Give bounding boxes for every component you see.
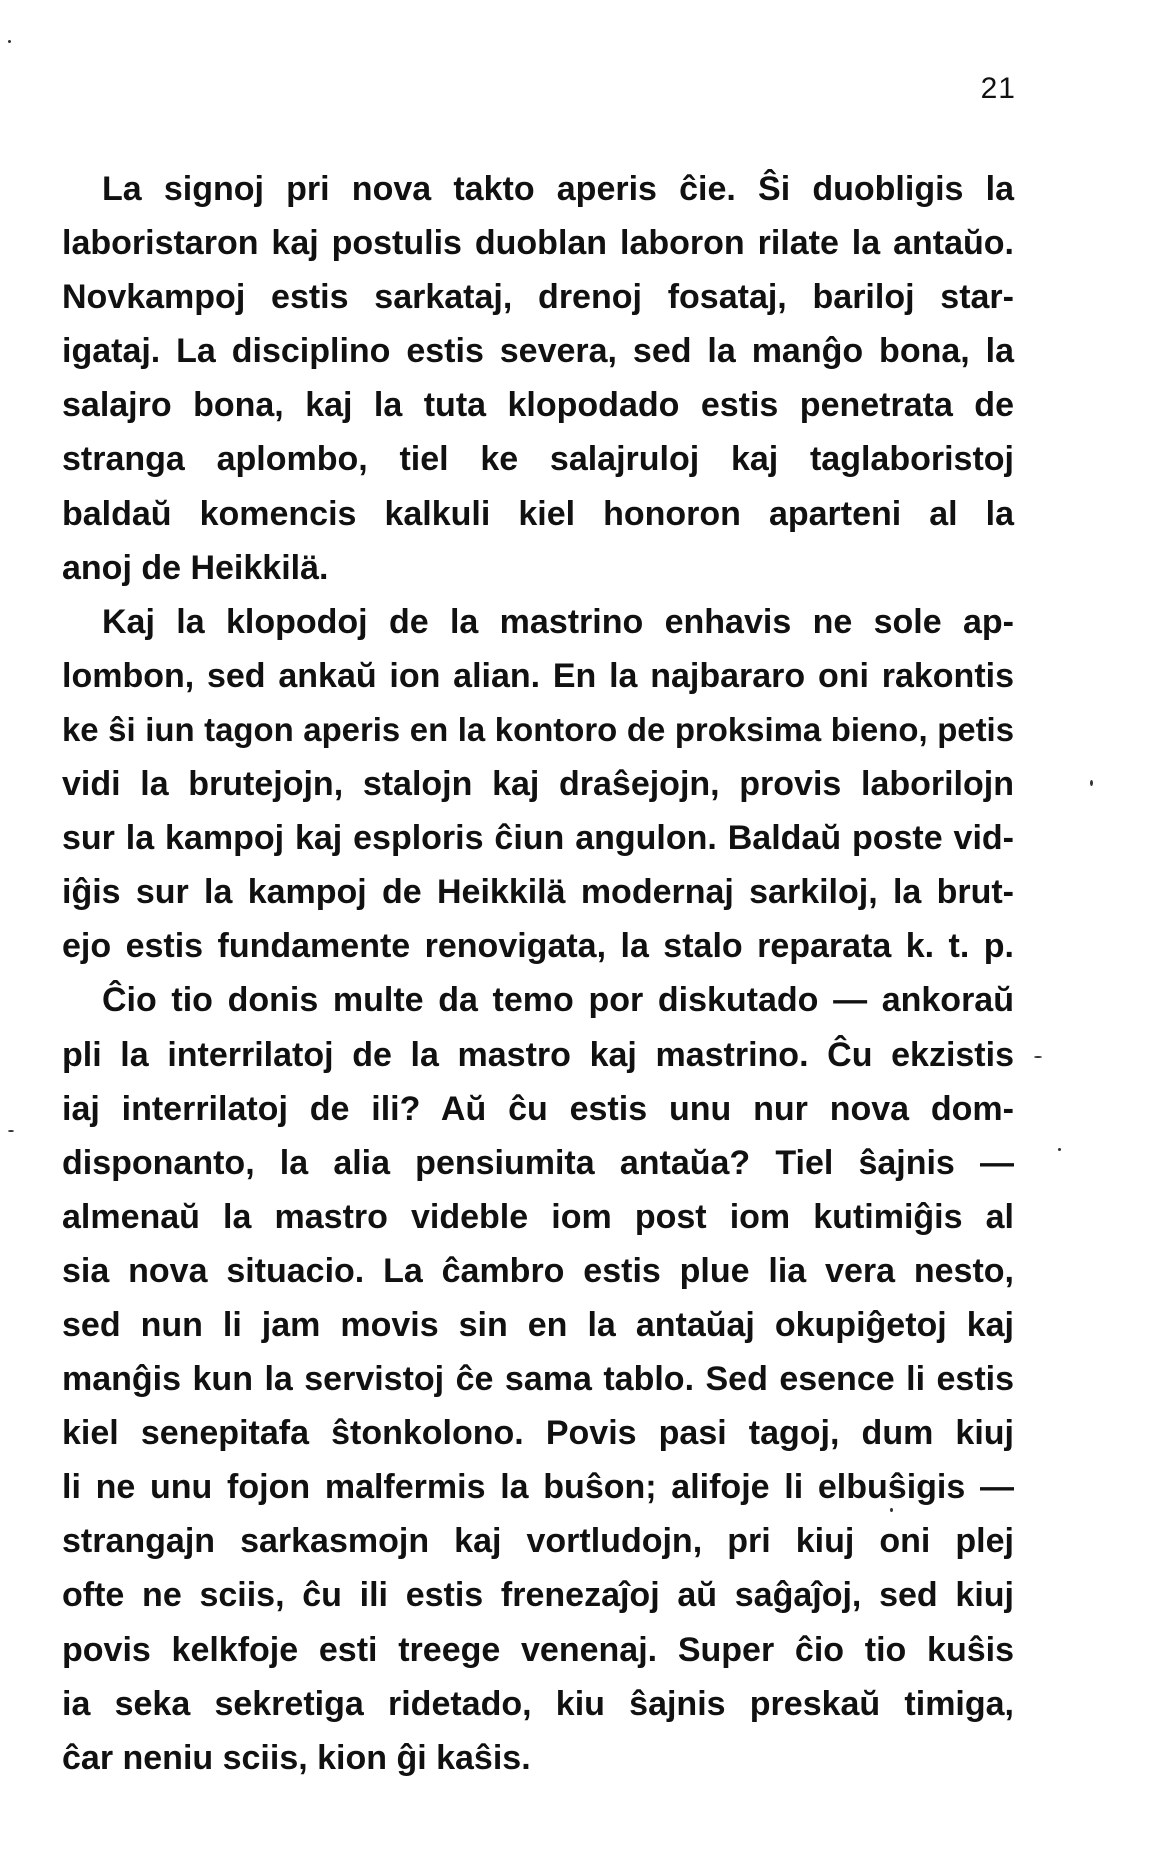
text-line: sed nun li jam movis sin en la antaŭaj okupiĝetoj kaj bbox=[62, 1305, 1014, 1344]
text-line: li ne unu fojon malfermis la buŝon; alifoje li elbuŝigis — bbox=[62, 1468, 1014, 1507]
body-text bbox=[62, 162, 1014, 1785]
text-line: sia nova situacio. La ĉambro estis plue lia vera nesto, bbox=[62, 1251, 1014, 1290]
text-line: baldaŭ komencis kalkuli kiel honoron aparteni al la bbox=[62, 494, 1014, 533]
text-line: Novkampoj estis sarkataj, drenoj fosataj, bariloj star- bbox=[62, 278, 1014, 317]
text-line: ĉar neniu sciis, kion ĝi kaŝis. bbox=[62, 1738, 531, 1777]
scan-speck bbox=[1058, 1148, 1061, 1151]
text-line: Ĉio tio donis multe da temo por diskutado — ankoraŭ bbox=[102, 981, 1014, 1020]
text-line: La signoj pri nova takto aperis ĉie. Ŝi duobligis la bbox=[102, 170, 1014, 208]
text-line: kiel senepitafa ŝtonkolono. Povis pasi tagoj, dum kiuj bbox=[62, 1414, 1014, 1453]
text-line: povis kelkfoje esti treege venenaj. Super ĉio tio kuŝis bbox=[62, 1630, 1014, 1669]
text-line: laboristaron kaj postulis duoblan laboron rilate la antaŭo. bbox=[62, 224, 1014, 263]
text-line: anoj de Heikkilä. bbox=[62, 548, 329, 587]
text-line: vidi la brutejojn, stalojn kaj draŝejojn, provis laborilojn bbox=[62, 765, 1014, 804]
text-line: almenaŭ la mastro videble iom post iom kutimiĝis al bbox=[62, 1197, 1014, 1236]
text-line: ejo estis fundamente renovigata, la stalo reparata k. t. p. bbox=[62, 927, 1014, 966]
text-line: igataj. La disciplino estis severa, sed la manĝo bona, la bbox=[62, 332, 1014, 371]
text-line: Kaj la klopodoj de la mastrino enhavis ne sole ap- bbox=[102, 602, 1014, 641]
text-line: strangajn sarkasmojn kaj vortludojn, pri kiuj oni plej bbox=[62, 1522, 1014, 1561]
text-line: manĝis kun la servistoj ĉe sama tablo. Sed esence li estis bbox=[62, 1360, 1014, 1399]
scan-speck bbox=[8, 1130, 14, 1132]
text-line: disponanto, la alia pensiumita antaŭa? Tiel ŝajnis — bbox=[62, 1143, 1014, 1182]
text-line: ke ŝi iun tagon aperis en la kontoro de proksima bieno, petis bbox=[62, 710, 1014, 748]
page-number: 21 bbox=[980, 72, 1016, 105]
text-line: pli la interrilatoj de la mastro kaj mastrino. Ĉu ekzistis bbox=[62, 1035, 1014, 1074]
scan-speck bbox=[1090, 780, 1093, 786]
text-line: salajro bona, kaj la tuta klopodado estis penetrata de bbox=[62, 386, 1014, 425]
text-line: sur la kampoj kaj esploris ĉiun angulon. Baldaŭ poste vid- bbox=[62, 819, 1014, 858]
scan-speck bbox=[1034, 1056, 1042, 1058]
text-line: lombon, sed ankaŭ ion alian. En la najbararo oni rakontis bbox=[62, 656, 1014, 695]
scan-speck bbox=[890, 1508, 893, 1512]
text-line: iĝis sur la kampoj de Heikkilä modernaj sarkiloj, la brut- bbox=[62, 873, 1014, 912]
text-line: stranga aplombo, tiel ke salajruloj kaj taglaboristoj bbox=[62, 440, 1014, 479]
text-line: iaj interrilatoj de ili? Aŭ ĉu estis unu nur nova dom- bbox=[62, 1089, 1014, 1128]
text-line: ia seka sekretiga ridetado, kiu ŝajnis preskaŭ timiga, bbox=[62, 1684, 1014, 1723]
scan-speck bbox=[8, 40, 11, 43]
text-line: ofte ne sciis, ĉu ili estis frenezaĵoj aŭ saĝaĵoj, sed kiuj bbox=[62, 1576, 1014, 1615]
